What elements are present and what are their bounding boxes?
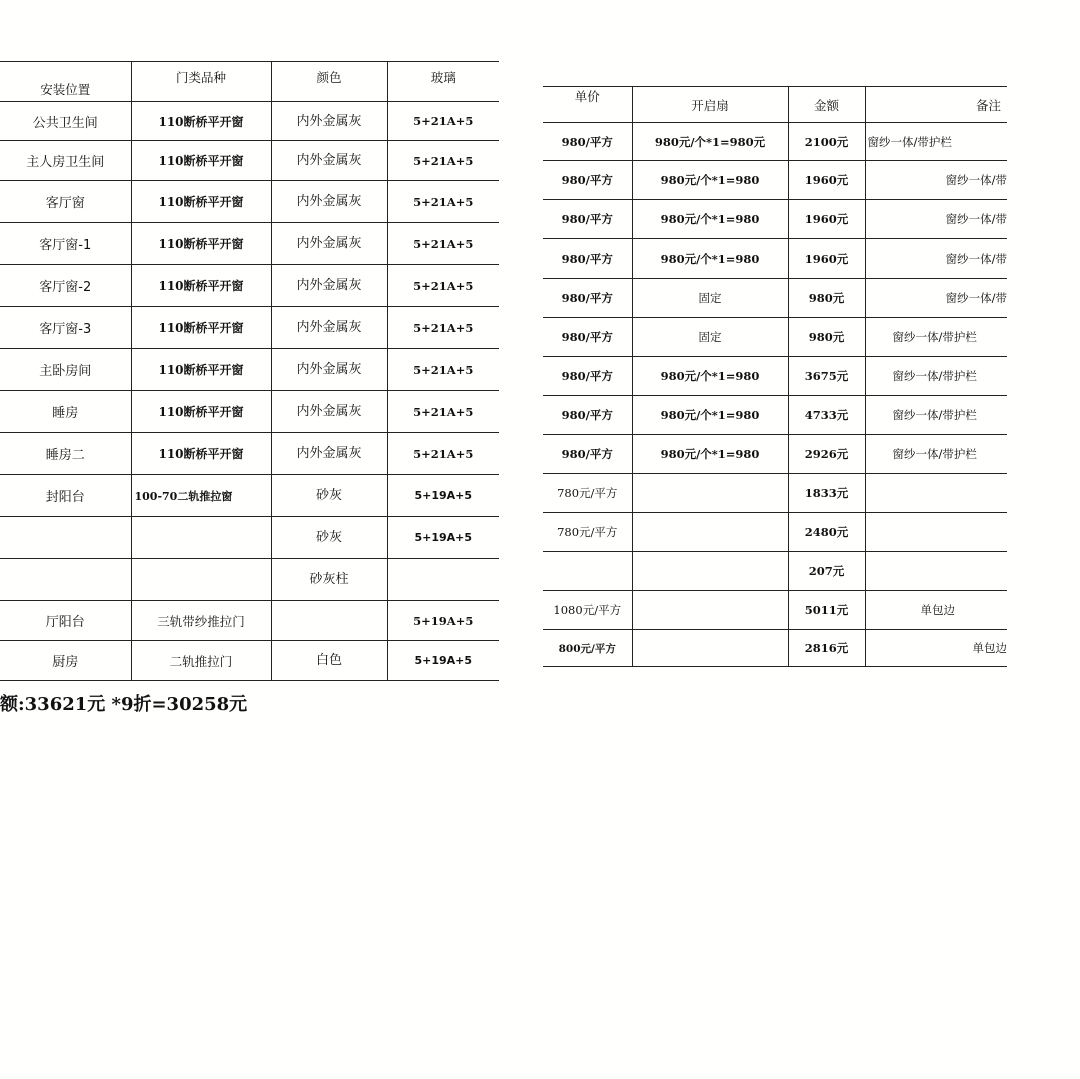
cell-glass: 5+21A+5 <box>387 433 499 475</box>
cell-color: 砂灰 <box>271 475 387 517</box>
cell-glass: 5+21A+5 <box>387 349 499 391</box>
cell-unit-price: 1080元/平方 <box>543 591 632 630</box>
table-row <box>543 161 1007 200</box>
header-glass: 玻璃 <box>387 62 499 102</box>
cell-note <box>865 552 1007 591</box>
cell-color: 白色 <box>271 641 387 681</box>
cell-unit-price <box>543 552 632 591</box>
table-row <box>543 200 1007 239</box>
cell-glass: 5+21A+5 <box>387 141 499 181</box>
cell-color: 内外金属灰 <box>271 181 387 223</box>
cell-color: 内外金属灰 <box>271 223 387 265</box>
cell-note <box>865 513 1007 552</box>
cell-opening <box>632 630 788 667</box>
header-note: 备注 <box>865 87 1007 123</box>
cell-location: 睡房二 <box>0 433 131 475</box>
table-row <box>0 641 499 681</box>
header-door-type: 门类品种 <box>131 62 271 102</box>
cell-color: 砂灰柱 <box>271 559 387 601</box>
cell-opening: 980元/个*1=980 <box>632 396 788 435</box>
cell-glass: 5+19A+5 <box>387 517 499 559</box>
table-row <box>0 349 499 391</box>
cell-color: 内外金属灰 <box>271 102 387 141</box>
cell-location: 主卧房间 <box>0 349 131 391</box>
table-row <box>543 552 1007 591</box>
cell-location <box>0 517 131 559</box>
cell-glass <box>387 559 499 601</box>
cell-amount: 2926元 <box>788 435 865 474</box>
cell-unit-price: 980/平方 <box>543 239 632 279</box>
cell-type: 110断桥平开窗 <box>131 391 271 433</box>
cell-amount: 2816元 <box>788 630 865 667</box>
cell-unit-price: 980/平方 <box>543 396 632 435</box>
cell-unit-price: 800元/平方 <box>543 630 632 667</box>
cell-location: 厅阳台 <box>0 601 131 641</box>
cell-location: 客厅窗-1 <box>0 223 131 265</box>
cell-color: 内外金属灰 <box>271 433 387 475</box>
cell-type: 110断桥平开窗 <box>131 223 271 265</box>
cell-color: 砂灰 <box>271 517 387 559</box>
cell-note: 窗纱一体/带 <box>865 239 1007 279</box>
table-row <box>0 265 499 307</box>
table-row <box>0 141 499 181</box>
table-row <box>0 433 499 475</box>
cell-type: 110断桥平开窗 <box>131 307 271 349</box>
table-row <box>543 435 1007 474</box>
header-color: 颜色 <box>271 62 387 102</box>
table-row <box>0 102 499 141</box>
cell-note: 单包边 <box>865 591 1007 630</box>
table-row <box>0 223 499 265</box>
cell-location: 客厅窗-2 <box>0 265 131 307</box>
table-row <box>0 391 499 433</box>
cell-opening: 980元/个*1=980 <box>632 161 788 200</box>
cell-unit-price: 980/平方 <box>543 161 632 200</box>
cell-unit-price: 780元/平方 <box>543 474 632 513</box>
table-row <box>0 559 499 601</box>
cell-unit-price: 780元/平方 <box>543 513 632 552</box>
cell-color: 内外金属灰 <box>271 349 387 391</box>
cell-note: 窗纱一体/带 <box>865 200 1007 239</box>
cell-opening: 固定 <box>632 318 788 357</box>
cell-glass: 5+21A+5 <box>387 307 499 349</box>
cell-amount: 1960元 <box>788 200 865 239</box>
cell-type: 三轨带纱推拉门 <box>131 601 271 641</box>
cell-opening: 固定 <box>632 279 788 318</box>
cell-amount: 3675元 <box>788 357 865 396</box>
cell-note: 窗纱一体/带护栏 <box>865 318 1007 357</box>
header-opening-sash: 开启扇 <box>632 87 788 123</box>
cell-location <box>0 559 131 601</box>
cell-unit-price: 980/平方 <box>543 318 632 357</box>
cell-opening <box>632 552 788 591</box>
cell-location: 封阳台 <box>0 475 131 517</box>
cell-amount: 4733元 <box>788 396 865 435</box>
cell-color: 内外金属灰 <box>271 307 387 349</box>
cell-glass: 5+21A+5 <box>387 223 499 265</box>
table-row <box>543 357 1007 396</box>
cell-amount: 5011元 <box>788 591 865 630</box>
cell-opening <box>632 474 788 513</box>
table-row <box>0 181 499 223</box>
cell-type: 110断桥平开窗 <box>131 141 271 181</box>
table-row <box>543 279 1007 318</box>
cell-glass: 5+21A+5 <box>387 181 499 223</box>
cell-opening: 980元/个*1=980元 <box>632 123 788 161</box>
cell-type: 100-70二轨推拉窗 <box>131 475 271 517</box>
cell-unit-price: 980/平方 <box>543 279 632 318</box>
cell-glass: 5+21A+5 <box>387 102 499 141</box>
table-row <box>0 475 499 517</box>
cell-glass: 5+19A+5 <box>387 601 499 641</box>
table-row <box>543 318 1007 357</box>
cell-note: 窗纱一体/带 <box>865 279 1007 318</box>
cell-type <box>131 559 271 601</box>
table-row <box>543 239 1007 279</box>
cell-type: 110断桥平开窗 <box>131 181 271 223</box>
table-row <box>0 517 499 559</box>
total-amount: 额:33621元 *9折=30258元 <box>0 694 248 715</box>
cell-unit-price: 980/平方 <box>543 200 632 239</box>
cell-amount: 1960元 <box>788 239 865 279</box>
cell-location: 公共卫生间 <box>0 102 131 141</box>
cell-type: 110断桥平开窗 <box>131 265 271 307</box>
right-table-header-row <box>543 87 1007 123</box>
cell-location: 主人房卫生间 <box>0 141 131 181</box>
header-unit-price: 单价 <box>543 87 632 123</box>
window-spec-table <box>0 61 499 681</box>
cell-amount: 2100元 <box>788 123 865 161</box>
cell-glass: 5+21A+5 <box>387 391 499 433</box>
cell-unit-price: 980/平方 <box>543 435 632 474</box>
cell-type: 110断桥平开窗 <box>131 433 271 475</box>
cell-note: 窗纱一体/带护栏 <box>865 396 1007 435</box>
cell-color: 内外金属灰 <box>271 141 387 181</box>
left-table-header-row <box>0 62 499 102</box>
cell-opening: 980元/个*1=980 <box>632 239 788 279</box>
cell-note: 单包边 <box>865 630 1007 667</box>
cell-color <box>271 601 387 641</box>
pricing-table <box>543 86 1007 667</box>
cell-type <box>131 517 271 559</box>
cell-unit-price: 980/平方 <box>543 123 632 161</box>
table-row <box>543 513 1007 552</box>
cell-amount: 207元 <box>788 552 865 591</box>
cell-note: 窗纱一体/带 <box>865 161 1007 200</box>
cell-location: 客厅窗 <box>0 181 131 223</box>
cell-note: 窗纱一体/带护栏 <box>865 123 1007 161</box>
cell-opening: 980元/个*1=980 <box>632 435 788 474</box>
header-location: 安装位置 <box>0 62 131 102</box>
cell-note: 窗纱一体/带护栏 <box>865 435 1007 474</box>
cell-unit-price: 980/平方 <box>543 357 632 396</box>
cell-opening <box>632 513 788 552</box>
cell-type: 110断桥平开窗 <box>131 102 271 141</box>
table-row <box>0 307 499 349</box>
cell-location: 客厅窗-3 <box>0 307 131 349</box>
cell-opening <box>632 591 788 630</box>
cell-type: 二轨推拉门 <box>131 641 271 681</box>
table-row <box>0 601 499 641</box>
cell-amount: 1833元 <box>788 474 865 513</box>
cell-color: 内外金属灰 <box>271 265 387 307</box>
cell-note: 窗纱一体/带护栏 <box>865 357 1007 396</box>
cell-amount: 980元 <box>788 279 865 318</box>
cell-color: 内外金属灰 <box>271 391 387 433</box>
cell-glass: 5+19A+5 <box>387 641 499 681</box>
cell-amount: 1960元 <box>788 161 865 200</box>
cell-location: 厨房 <box>0 641 131 681</box>
cell-location: 睡房 <box>0 391 131 433</box>
cell-type: 110断桥平开窗 <box>131 349 271 391</box>
header-amount: 金额 <box>788 87 865 123</box>
table-row <box>543 123 1007 161</box>
cell-note <box>865 474 1007 513</box>
table-row <box>543 396 1007 435</box>
table-row <box>543 630 1007 667</box>
cell-opening: 980元/个*1=980 <box>632 200 788 239</box>
table-row <box>543 591 1007 630</box>
cell-amount: 980元 <box>788 318 865 357</box>
table-row <box>543 474 1007 513</box>
cell-amount: 2480元 <box>788 513 865 552</box>
cell-opening: 980元/个*1=980 <box>632 357 788 396</box>
cell-glass: 5+19A+5 <box>387 475 499 517</box>
cell-glass: 5+21A+5 <box>387 265 499 307</box>
